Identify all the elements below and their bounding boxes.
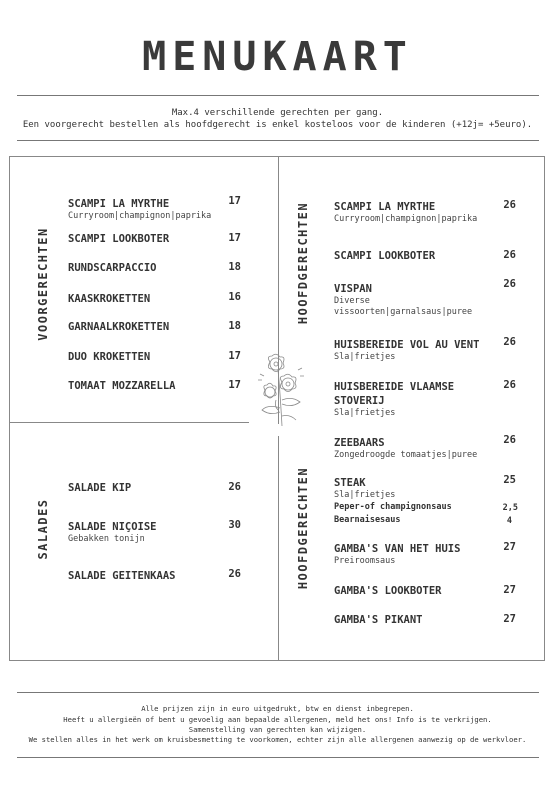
item-price: 26: [503, 199, 516, 211]
menu-item: [334, 249, 435, 263]
item-name: STEAK: [334, 477, 366, 489]
divider-intro: [17, 140, 539, 141]
menu-item: [68, 481, 131, 495]
menu-item: [334, 282, 472, 318]
item-name: GARNAALKROKETTEN: [68, 321, 170, 333]
item-name: VISPAN: [334, 283, 372, 295]
item-name: ZEEBAARS: [334, 437, 385, 449]
item-description: Curryroom|champignon|paprika: [334, 214, 478, 224]
menu-title: MENUKAART: [142, 34, 413, 80]
column-divider-bottom: [278, 436, 279, 661]
item-description: Zongedroogde tomaatjes|puree: [334, 450, 478, 460]
menu-item: [334, 613, 423, 627]
menu-item: [334, 476, 452, 527]
item-description: Sla|frietjes: [334, 352, 396, 362]
intro-line-2: Een voorgerecht bestellen als hoofdgerecht is enkel kosteloos voor de kinderen (+12j= +5euro).: [22, 120, 533, 130]
item-name: SCAMPI LA MYRTHE: [68, 198, 170, 210]
item-price: 18: [228, 261, 241, 273]
item-name: GAMBA'S VAN HET HUIS: [334, 543, 461, 555]
sauce-option: Peper-of champignonsaus: [334, 502, 452, 512]
item-description: vissoorten|garnalsaus|puree: [334, 307, 473, 317]
section-label-hoofdgerechten: HOOFDGERECHTEN: [296, 201, 310, 325]
item-description: Sla|frietjes: [334, 408, 396, 418]
divider-footer-bottom: [17, 757, 539, 758]
footer-line-4: We stellen alles in het werk om kruisbesmetting te voorkomen, echter zijn alle allergenen aanwezig op de werkvloer.: [28, 735, 527, 744]
item-price: 17: [228, 350, 241, 362]
item-name: SCAMPI LOOKBOTER: [68, 233, 170, 245]
section-label-hoofdgerechten-2: HOOFDGERECHTEN: [296, 466, 310, 590]
item-price: 26: [503, 249, 516, 261]
footer-line-2: Heeft u allergieën of bent u gevoelig aan bepaalde allergenen, meld het ons! Info is te verkrijgen.: [63, 715, 492, 724]
sauce-option: Bearnaisesaus: [334, 515, 401, 525]
item-description: Gebakken tonijn: [68, 534, 145, 544]
item-name: SALADE NIÇOISE: [68, 521, 157, 533]
item-name: HUISBEREIDE VLAAMSE: [334, 381, 455, 393]
item-price: 17: [228, 195, 241, 207]
item-description: Sla|frietjes: [334, 490, 396, 500]
item-name: RUNDSCARPACCIO: [68, 262, 157, 274]
menu-item: [68, 520, 157, 545]
footer-line-1: Alle prijzen zijn in euro uitgedrukt, btw en dienst inbegrepen.: [141, 704, 414, 713]
item-price: 17: [228, 232, 241, 244]
section-label-salades: SALADES: [36, 498, 50, 560]
menu-item: [68, 569, 175, 583]
item-price: 26: [503, 379, 516, 391]
item-description: Preiroomsaus: [334, 556, 396, 566]
item-name: STOVERIJ: [334, 395, 385, 407]
item-name: SALADE KIP: [68, 482, 132, 494]
item-price: 27: [503, 541, 516, 553]
item-price: 30: [228, 519, 241, 531]
item-name: TOMAAT MOZZARELLA: [68, 380, 176, 392]
menu-item: [334, 436, 477, 461]
intro-line-1: Max.4 verschillende gerechten per gang.: [171, 108, 384, 118]
item-price: 16: [228, 291, 241, 303]
item-price: 17: [228, 379, 241, 391]
item-name: SCAMPI LA MYRTHE: [334, 201, 436, 213]
divider-top: [17, 95, 539, 96]
item-price: 27: [503, 584, 516, 596]
menu-item: [68, 261, 157, 275]
item-name: SALADE GEITENKAAS: [68, 570, 176, 582]
item-price: 26: [503, 336, 516, 348]
item-name: GAMBA'S LOOKBOTER: [334, 585, 442, 597]
item-price: 26: [503, 434, 516, 446]
menu-item: [68, 232, 169, 246]
item-name: KAASKROKETTEN: [68, 293, 151, 305]
menu-item: [68, 197, 211, 222]
divider-footer-top: [17, 692, 539, 693]
section-divider: [9, 422, 249, 423]
item-name: SCAMPI LOOKBOTER: [334, 250, 436, 262]
item-price: 26: [503, 278, 516, 290]
item-price: 18: [228, 320, 241, 332]
menu-item: [68, 292, 150, 306]
footer-line-3: Samenstelling van gerechten kan wijzigen.: [188, 725, 367, 734]
menu-item: [334, 542, 460, 567]
sauce-price: 4: [506, 516, 512, 526]
flower-sketch-icon: [256, 350, 308, 434]
sauce-price: 2,5: [502, 503, 518, 513]
item-description: Diverse: [334, 296, 370, 306]
section-label-voorgerechten: VOORGERECHTEN: [36, 227, 50, 341]
item-description: Curryroom|champignon|paprika: [68, 211, 212, 221]
menu-item: [334, 338, 479, 363]
item-price: 27: [503, 613, 516, 625]
menu-item: [68, 350, 150, 364]
item-name: DUO KROKETTEN: [68, 351, 151, 363]
item-name: GAMBA'S PIKANT: [334, 614, 423, 626]
menu-item: [334, 380, 454, 419]
item-price: 26: [228, 481, 241, 493]
menu-item: [68, 320, 169, 334]
item-price: 25: [503, 474, 516, 486]
item-name: HUISBEREIDE VOL AU VENT: [334, 339, 480, 351]
item-price: 26: [228, 568, 241, 580]
menu-item: [68, 379, 175, 393]
menu-item: [334, 200, 477, 225]
menu-item: [334, 584, 441, 598]
